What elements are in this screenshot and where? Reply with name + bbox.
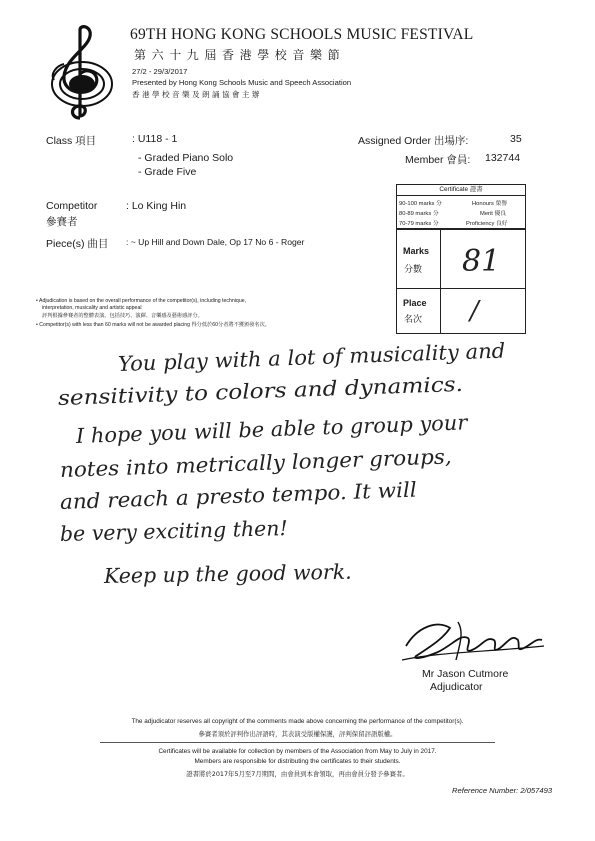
class-code: : U118 - 1	[132, 133, 178, 145]
marks-label-zh: 分數	[404, 264, 423, 274]
marks-label: Marks	[403, 246, 430, 256]
pieces-label: Piece(s) 曲目	[46, 238, 109, 250]
comment-line: sensitivity to colors and dynamics.	[57, 371, 464, 410]
competitor-label: Competitor	[46, 200, 98, 212]
marks-value: 81	[462, 244, 501, 279]
presented-by-zh: 香港學校音樂及朗誦協會主辦	[132, 90, 262, 99]
note-adjudication-text: Adjudication is based on the overall performance of the competitor(s), including technique,	[38, 298, 247, 304]
marks-box	[396, 229, 526, 289]
certificate-heading: Certificate 證書	[396, 184, 526, 196]
festival-title-zh: 第六十九屆香港學校音樂節	[134, 48, 346, 62]
class-label: Class 項目	[46, 135, 97, 147]
place-label: Place	[403, 298, 427, 308]
assigned-order-label: Assigned Order 出場序:	[358, 135, 469, 147]
festival-logo	[40, 22, 118, 122]
assigned-order-value: 35	[510, 133, 522, 145]
comment-line: I hope you will be able to group your	[75, 410, 468, 448]
adjudicator-name: Mr Jason Cutmore	[422, 668, 509, 680]
cert-award-1: Honours 榮譽	[472, 201, 508, 207]
comment-line: You play with a lot of musicality and	[117, 338, 506, 376]
comment-line: be very exciting then!	[59, 516, 289, 546]
footer-certificates: Certificates will be available for collection by members of the Association from May to July in 2017.	[158, 748, 437, 755]
note-adjudication-b: interpretation, musicality and artistic appeal	[42, 305, 142, 311]
comment-line: notes into metrically longer groups,	[59, 444, 453, 482]
note-adjudication-zh: 評判根據參賽者的整體表演，包括技巧、演繹、音樂感及藝術感評分。	[42, 313, 203, 319]
footer-certificates-zh: 證書將於2017年5月至7月期間，由會員到本會領取，再由會員分發予參賽者。	[186, 770, 409, 778]
competitor-name: : Lo King Hin	[126, 200, 187, 212]
footer-certificates-b: Members are responsible for distributing the certificates to their students.	[194, 758, 401, 765]
competitor-label-zh: 參賽者	[46, 216, 78, 228]
treble-clef-icon	[40, 22, 118, 122]
cert-range-2: 80-89 marks 分	[399, 211, 439, 217]
comment-line: and reach a presto tempo. It will	[59, 477, 418, 514]
note-adjudication: • Adjudication is based on the overall performance of the competitor(s), including technique,	[36, 298, 247, 304]
footer-copyright: The adjudicator reserves all copyright of the comments made above concerning the performance of the competitor(s).	[131, 718, 464, 725]
adjudicator-title: Adjudicator	[430, 681, 483, 693]
cert-award-2: Merit 優良	[480, 211, 507, 217]
adjudicator-signature	[398, 616, 548, 668]
class-line-1: - Graded Piano Solo	[138, 152, 234, 164]
reference-number: Reference Number: 2/057493	[452, 786, 553, 795]
festival-title: 69TH HONG KONG SCHOOLS MUSIC FESTIVAL	[130, 26, 474, 43]
member-label: Member 會員:	[405, 154, 471, 166]
footer-copyright-zh: 參賽者須於評判作出評語時，其表演受版權保護，評判保留評語版權。	[198, 730, 397, 738]
festival-dates: 27/2 - 29/3/2017	[132, 67, 188, 76]
note-placing: • Competitor(s) with less than 60 marks will not be awarded placing 得分低於60分者將不獲頒發名次。	[36, 322, 270, 328]
place-label-zh: 名次	[404, 314, 423, 324]
cert-award-3: Proficiency 良好	[466, 221, 508, 227]
presented-by: Presented by Hong Kong Schools Music and Speech Association	[132, 78, 352, 87]
comment-line: Keep up the good work.	[103, 559, 352, 588]
class-line-2: - Grade Five	[138, 166, 197, 178]
cert-range-1: 90-100 marks 分	[399, 201, 442, 207]
place-value: /	[470, 296, 479, 326]
place-box	[396, 288, 526, 334]
cert-range-3: 70-79 marks 分	[399, 221, 439, 227]
pieces-value: : ~ Up Hill and Down Dale, Op 17 No 6 - Roger	[126, 237, 305, 247]
footer-divider	[100, 742, 495, 743]
member-value: 132744	[485, 152, 521, 164]
note-placing-text: Competitor(s) with less than 60 marks will not be awarded placing 得分低於60分者將不獲頒發名次。	[39, 322, 270, 328]
